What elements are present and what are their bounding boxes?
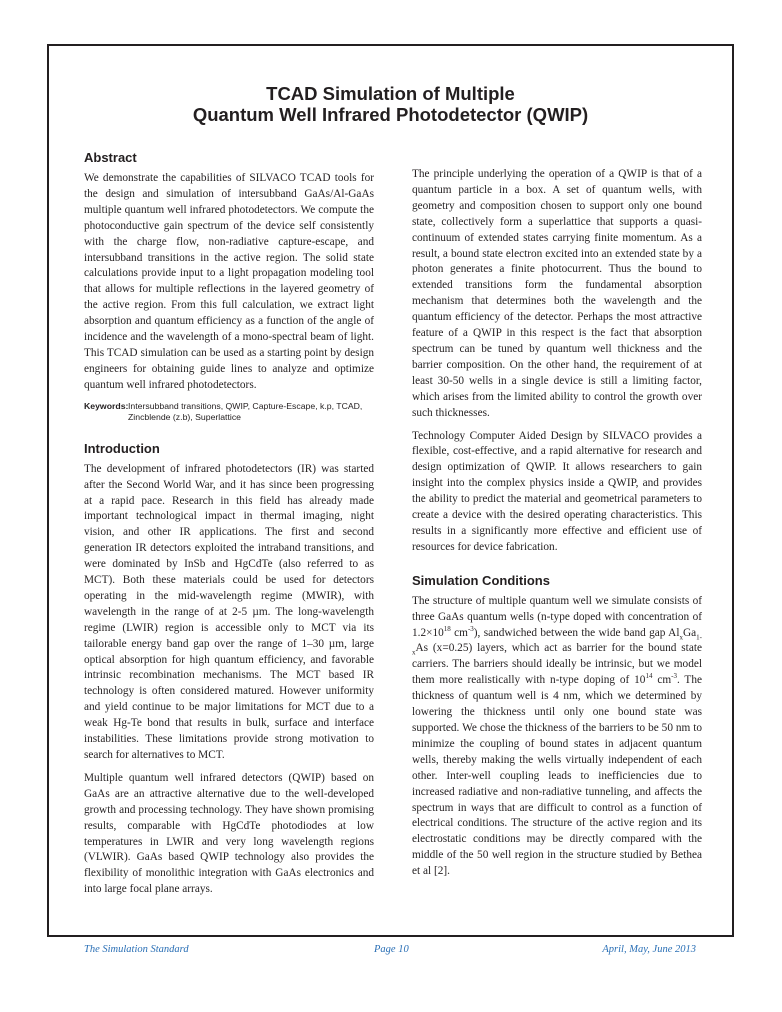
page-frame	[47, 44, 734, 937]
introduction-paragraph-2: Multiple quantum well infrared detectors (QWIP) based on GaAs are an attractive alternative due to the well-developed growth and processing technology. They have shown promising results, comparable with HgCdTe photodiodes at low temperatures in LWIR and very long wavelength regions (VLWIR). GaAs based QWIP technology also provides the flexibility of monolithic integration with GaAs electronics and into large focal plane arrays.	[84, 771, 374, 896]
right-column	[412, 167, 702, 887]
simulation-heading: Simulation Conditions	[412, 572, 550, 588]
abstract-text: We demonstrate the capabilities of SILVACO TCAD tools for the design and simulation of intersubband GaAs/Al-GaAs multiple quantum well infrared photodetectors. We compute the photoconductive gain spectrum of the device self consistently with the charge flow, non-radiative capture-escape, and intersubband transitions in the active region. The solid state calculations provide input to a light propagation modeling tool that allows for multiple reflections in the layered geometry of the active region. From this full calculation, we extract light absorption and quantum efficiency as a function of the angle of incidence and the wavelength of a mono-spectral beam of light. This TCAD simulation can be used as a starting point by design engineers for obtaining guide lines to analyze and optimize quantum well infrared photodetectors.	[84, 172, 374, 391]
principle-paragraph: The principle underlying the operation of a QWIP is that of a quantum particle in a box. A set of quantum wells, with geometry and composition chosen to support only one bound state, collectively form a superlattice that supports a quasi-continuum of extended states carrying finite momentum. As a result, a bound state electron excited into an extended state by a photon generates a finite photocurrent. Thus the bound to extended transitions form the fundamental absorption mechanism that determines both the wavelength and the quantum efficiency of the detector. Perhaps the most attractive feature of a QWIP in this respect is the fact that absorption spectrum can be tuned by quantum well thickness and the barrier composition. On the other hand, the requirement of at least 30-50 wells in a single device is still a limiting factor, which arises from the limited ability to control the growth over such thicknesses.	[412, 168, 702, 419]
simulation-paragraph: The structure of multiple quantum well we simulate consists of three GaAs quantum wells (n-type doped with concentration of $1.2\times 10^{18}$ $cm^{-3}$), sandwiched between the wide band gap $Al_xGa_{1-x}As$ (x=0.25) layers, which act as barrier for the bound state carriers. The barriers should ideally be intrinsic, but we model them more realistically with n-type doping of $10^{14}$ $cm^{-3}$. The thickness of quantum well is 4 nm, which we determined by lowering the thickness until only one bound state was supported. We chose the thickness of the barriers to be 50 nm to minimize the coupling of bound states in adjacent quantum wells, thereby making the wells virtually independent of each other. Inter-well coupling leads to inefficiencies due to increased radiative and non-radiative tunneling, and affects the spectrum in ways that are difficult to control as a function of electrical conditions. The structure of the active region and its electrostatic conditions may be directly compared with the middle of the 50 well region in the structure studied by Bethea et al [2].	[412, 594, 702, 878]
tcad-paragraph: Technology Computer Aided Design by SILVACO provides a flexible, cost-effective, and a rapid alternative for research and design optimization of QWIP. It allows researchers to gain insight into the complex physics inside a QWIP, and provides the ability to predict the material and geometrical parameters to create a device with the desired operating characteristics. This results in a significantly more effective and efficient use of resources for device fabrication.	[412, 429, 702, 553]
title-line-2: Quantum Well Infrared Photodetector (QWIP)	[192, 104, 589, 125]
footer-publication: The Simulation Standard	[84, 944, 189, 955]
footer-page-number: Page 10	[374, 944, 409, 955]
paper-title	[49, 83, 732, 125]
abstract-heading: Abstract	[84, 150, 137, 165]
introduction-heading: Introduction	[84, 440, 160, 456]
keywords-label: Keywords:	[84, 400, 129, 411]
keywords-text: Intersubband transitions, QWIP, Capture-Escape, k.p, TCAD, Zincblende (z.b), Superlattice	[128, 400, 363, 423]
keywords	[84, 401, 374, 424]
left-column	[84, 149, 374, 905]
title-line-1: TCAD Simulation of Multiple	[266, 83, 515, 104]
page-footer	[84, 944, 696, 958]
footer-date: April, May, June 2013	[602, 944, 696, 955]
introduction-paragraph-1: The development of infrared photodetectors (IR) was started after the Second World War, and it has since been progressing at a rapid pace. Research in this field has already made important technological impact in thermal imaging, night vision, and other IR applications. The first and second generation IR detectors exploited the intraband transitions, and were dominated by InSb and HgCdTe (also referred to as MCT). Both these materials could be used for detectors operating in the mid-wavelength regime (MWIR), with wavelength in the range of at 2-5 µm. The long-wavelength regime (LWIR) region is accessible only to MCT via its tailorable energy band gap over the range of 1–30 µm, large optical absorption for high quantum efficiency, and favorable intrinsic recombination mechanisms. The MCT based IR technology is often considered matured. However uniformity and yield continue to be major limitations for MCT due to a weak Hg-Te bond that results in bulk, surface and interface instabilities. These limitations provide strong motivation to search for alternatives to MCT.	[84, 462, 374, 761]
